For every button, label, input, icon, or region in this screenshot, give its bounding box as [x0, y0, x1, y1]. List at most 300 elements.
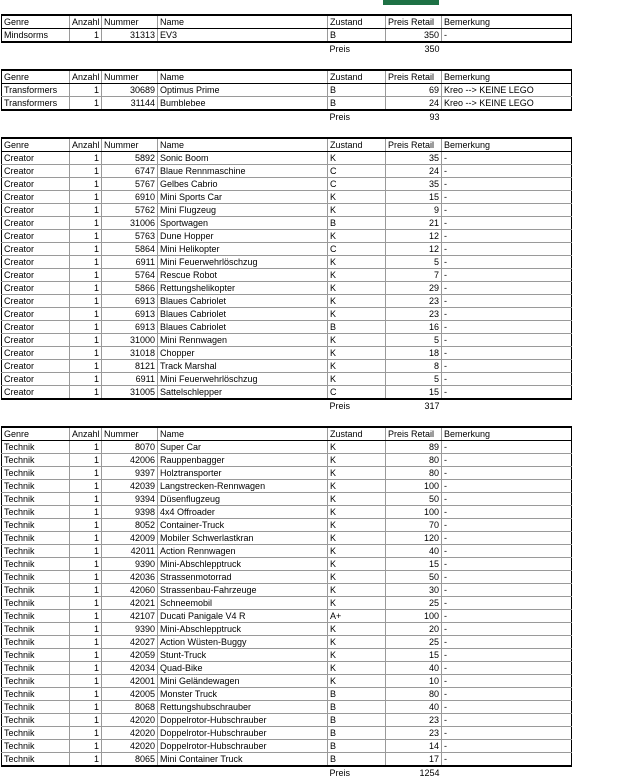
table-cell[interactable]: 9 [386, 204, 442, 217]
table-cell[interactable]: Creator [2, 191, 70, 204]
table-cell[interactable]: Technik [2, 493, 70, 506]
table-cell[interactable]: Creator [2, 217, 70, 230]
table-cell[interactable]: - [442, 373, 572, 386]
table-cell[interactable]: 6913 [102, 295, 158, 308]
table-cell[interactable]: - [442, 321, 572, 334]
table-cell[interactable]: K [328, 649, 386, 662]
column-header[interactable]: Genre [2, 70, 70, 84]
column-header[interactable]: Name [158, 70, 328, 84]
table-cell[interactable]: 6911 [102, 373, 158, 386]
table-cell[interactable]: Schneemobil [158, 597, 328, 610]
table-cell[interactable]: 80 [386, 688, 442, 701]
table-cell[interactable]: 1 [70, 753, 102, 767]
table-cell[interactable]: Strassenmotorrad [158, 571, 328, 584]
table-cell[interactable]: - [442, 532, 572, 545]
table-cell[interactable]: Creator [2, 308, 70, 321]
table-cell[interactable]: 1 [70, 373, 102, 386]
table-cell[interactable]: 23 [386, 308, 442, 321]
table-cell[interactable]: - [442, 753, 572, 767]
table-cell[interactable]: 40 [386, 545, 442, 558]
table-cell[interactable]: 30 [386, 584, 442, 597]
table-cell[interactable]: Chopper [158, 347, 328, 360]
table-cell[interactable]: 7 [386, 269, 442, 282]
table-cell[interactable]: K [328, 597, 386, 610]
table-cell[interactable]: Quad-Bike [158, 662, 328, 675]
table-cell[interactable]: A+ [328, 610, 386, 623]
column-header[interactable]: Nummer [102, 15, 158, 29]
table-cell[interactable]: 5762 [102, 204, 158, 217]
table-cell[interactable]: Creator [2, 256, 70, 269]
table-cell[interactable]: 42020 [102, 740, 158, 753]
table-cell[interactable]: Technik [2, 649, 70, 662]
table-cell[interactable]: 18 [386, 347, 442, 360]
table-cell[interactable]: K [328, 506, 386, 519]
table-cell[interactable]: Doppelrotor-Hubschrauber [158, 714, 328, 727]
table-cell[interactable]: 42020 [102, 727, 158, 740]
table-cell[interactable]: Rettungshelikopter [158, 282, 328, 295]
table-cell[interactable]: 23 [386, 727, 442, 740]
column-header[interactable]: Preis Retail [386, 15, 442, 29]
column-header[interactable]: Name [158, 15, 328, 29]
table-cell[interactable]: Creator [2, 334, 70, 347]
table-cell[interactable]: - [442, 282, 572, 295]
table-cell[interactable]: 5892 [102, 152, 158, 165]
table-cell[interactable]: 1 [70, 217, 102, 230]
table-cell[interactable]: 42107 [102, 610, 158, 623]
table-cell[interactable]: 6913 [102, 308, 158, 321]
table-cell[interactable]: 10 [386, 675, 442, 688]
table-cell[interactable]: - [442, 610, 572, 623]
table-cell[interactable]: Mindsorms [2, 29, 70, 43]
table-cell[interactable]: 31006 [102, 217, 158, 230]
table-cell[interactable]: 1 [70, 269, 102, 282]
column-header[interactable]: Anzahl [70, 70, 102, 84]
empty-cell[interactable] [2, 110, 70, 123]
total-value[interactable]: 93 [429, 111, 440, 122]
table-cell[interactable]: 5764 [102, 269, 158, 282]
table-cell[interactable]: - [442, 493, 572, 506]
table-cell[interactable]: Creator [2, 373, 70, 386]
table-cell[interactable]: Langstrecken-Rennwagen [158, 480, 328, 493]
table-cell[interactable]: K [328, 636, 386, 649]
table-cell[interactable]: - [442, 662, 572, 675]
table-cell[interactable]: Kreo --> KEINE LEGO [442, 97, 572, 111]
table-cell[interactable]: Technik [2, 584, 70, 597]
table-cell[interactable]: Kreo --> KEINE LEGO [442, 84, 572, 97]
empty-cell[interactable] [158, 42, 328, 55]
empty-cell[interactable] [442, 766, 572, 779]
table-cell[interactable]: 1 [70, 295, 102, 308]
table-cell[interactable]: 50 [386, 571, 442, 584]
table-cell[interactable]: C [328, 178, 386, 191]
table-cell[interactable]: Doppelrotor-Hubschrauber [158, 727, 328, 740]
empty-cell[interactable] [158, 766, 328, 779]
table-cell[interactable]: Bumblebee [158, 97, 328, 111]
table-cell[interactable]: 5 [386, 334, 442, 347]
table-cell[interactable]: B [328, 727, 386, 740]
table-cell[interactable]: Creator [2, 165, 70, 178]
table-cell[interactable]: 1 [70, 97, 102, 111]
table-cell[interactable]: 42020 [102, 714, 158, 727]
table-cell[interactable]: - [442, 545, 572, 558]
table-cell[interactable]: - [442, 688, 572, 701]
table-cell[interactable]: - [442, 740, 572, 753]
empty-cell[interactable] [102, 42, 158, 55]
column-header[interactable]: Anzahl [70, 138, 102, 152]
table-cell[interactable]: C [328, 165, 386, 178]
table-cell[interactable]: C [328, 243, 386, 256]
table-cell[interactable]: Dune Hopper [158, 230, 328, 243]
table-cell[interactable]: Creator [2, 243, 70, 256]
table-cell[interactable]: 1 [70, 29, 102, 43]
table-cell[interactable]: K [328, 230, 386, 243]
table-cell[interactable]: B [328, 740, 386, 753]
table-cell[interactable]: - [442, 178, 572, 191]
table-cell[interactable]: 1 [70, 84, 102, 97]
table-cell[interactable]: 24 [386, 165, 442, 178]
table-cell[interactable]: - [442, 714, 572, 727]
table-cell[interactable]: 5 [386, 256, 442, 269]
table-cell[interactable]: 1 [70, 584, 102, 597]
column-header[interactable]: Zustand [328, 427, 386, 441]
table-cell[interactable]: K [328, 558, 386, 571]
table-cell[interactable]: Rescue Robot [158, 269, 328, 282]
table-cell[interactable]: 24 [386, 97, 442, 111]
table-cell[interactable]: 1 [70, 321, 102, 334]
table-cell[interactable]: 42036 [102, 571, 158, 584]
table-cell[interactable]: 31000 [102, 334, 158, 347]
table-cell[interactable]: - [442, 480, 572, 493]
table-cell[interactable]: 30689 [102, 84, 158, 97]
table-cell[interactable]: 1 [70, 545, 102, 558]
table-cell[interactable]: Technik [2, 532, 70, 545]
table-cell[interactable]: Monster Truck [158, 688, 328, 701]
table-cell[interactable]: 1 [70, 727, 102, 740]
table-cell[interactable]: 1 [70, 519, 102, 532]
table-cell[interactable]: B [328, 701, 386, 714]
table-cell[interactable]: Track Marshal [158, 360, 328, 373]
table-cell[interactable]: Doppelrotor-Hubschrauber [158, 740, 328, 753]
column-header[interactable]: Zustand [328, 15, 386, 29]
table-cell[interactable]: Technik [2, 610, 70, 623]
table-cell[interactable]: Technik [2, 701, 70, 714]
table-cell[interactable]: K [328, 675, 386, 688]
table-cell[interactable]: K [328, 584, 386, 597]
table-cell[interactable]: - [442, 571, 572, 584]
table-cell[interactable]: Optimus Prime [158, 84, 328, 97]
table-cell[interactable]: 1 [70, 714, 102, 727]
table-cell[interactable]: 40 [386, 662, 442, 675]
total-value[interactable]: 350 [424, 43, 440, 54]
column-header[interactable]: Anzahl [70, 427, 102, 441]
column-header[interactable]: Preis Retail [386, 427, 442, 441]
table-cell[interactable]: - [442, 269, 572, 282]
total-value[interactable]: 1254 [419, 767, 440, 778]
table-cell[interactable]: 350 [386, 29, 442, 43]
column-header[interactable]: Preis Retail [386, 70, 442, 84]
column-header[interactable]: Zustand [328, 138, 386, 152]
table-cell[interactable]: Technik [2, 688, 70, 701]
table-cell[interactable]: 1 [70, 740, 102, 753]
table-cell[interactable]: 9398 [102, 506, 158, 519]
column-header[interactable]: Name [158, 427, 328, 441]
table-cell[interactable]: 5866 [102, 282, 158, 295]
table-cell[interactable]: 8 [386, 360, 442, 373]
table-cell[interactable]: - [442, 454, 572, 467]
table-cell[interactable]: K [328, 373, 386, 386]
table-cell[interactable]: - [442, 256, 572, 269]
table-cell[interactable]: - [442, 386, 572, 400]
table-cell[interactable]: Technik [2, 714, 70, 727]
table-cell[interactable]: Sattelschlepper [158, 386, 328, 400]
table-cell[interactable]: - [442, 295, 572, 308]
table-cell[interactable]: - [442, 701, 572, 714]
table-cell[interactable]: 6747 [102, 165, 158, 178]
table-cell[interactable]: 16 [386, 321, 442, 334]
table-cell[interactable]: Technik [2, 480, 70, 493]
table-cell[interactable]: 1 [70, 360, 102, 373]
table-cell[interactable]: 4x4 Offroader [158, 506, 328, 519]
table-cell[interactable]: K [328, 152, 386, 165]
table-cell[interactable]: Technik [2, 740, 70, 753]
table-cell[interactable]: 42001 [102, 675, 158, 688]
total-label[interactable]: Preis [329, 767, 351, 778]
table-cell[interactable]: - [442, 675, 572, 688]
table-cell[interactable]: K [328, 256, 386, 269]
table-cell[interactable]: EV3 [158, 29, 328, 43]
table-cell[interactable]: Technik [2, 636, 70, 649]
table-cell[interactable]: 1 [70, 571, 102, 584]
table-cell[interactable]: K [328, 545, 386, 558]
table-cell[interactable]: 25 [386, 636, 442, 649]
table-cell[interactable]: Mini-Abschlepptruck [158, 623, 328, 636]
table-cell[interactable]: Technik [2, 727, 70, 740]
table-cell[interactable]: 9390 [102, 558, 158, 571]
table-cell[interactable]: 1 [70, 480, 102, 493]
table-cell[interactable]: Technik [2, 506, 70, 519]
table-cell[interactable]: Creator [2, 269, 70, 282]
table-cell[interactable]: 9397 [102, 467, 158, 480]
table-cell[interactable]: K [328, 662, 386, 675]
empty-cell[interactable] [442, 42, 572, 55]
table-cell[interactable]: Mini Container Truck [158, 753, 328, 767]
table-cell[interactable]: K [328, 480, 386, 493]
table-cell[interactable]: 5 [386, 373, 442, 386]
column-header[interactable]: Genre [2, 138, 70, 152]
table-cell[interactable]: K [328, 269, 386, 282]
column-header[interactable]: Bemerkung [442, 138, 572, 152]
table-cell[interactable]: Gelbes Cabrio [158, 178, 328, 191]
table-cell[interactable]: 70 [386, 519, 442, 532]
table-cell[interactable]: 1 [70, 152, 102, 165]
table-cell[interactable]: 1 [70, 334, 102, 347]
table-cell[interactable]: Blaue Rennmaschine [158, 165, 328, 178]
table-cell[interactable]: Technik [2, 558, 70, 571]
table-cell[interactable]: Creator [2, 204, 70, 217]
empty-cell[interactable] [70, 399, 102, 412]
table-cell[interactable]: Creator [2, 321, 70, 334]
table-cell[interactable]: Action Rennwagen [158, 545, 328, 558]
table-cell[interactable]: 8065 [102, 753, 158, 767]
table-cell[interactable]: Transformers [2, 84, 70, 97]
table-cell[interactable]: 42027 [102, 636, 158, 649]
column-header[interactable]: Genre [2, 15, 70, 29]
table-cell[interactable]: - [442, 165, 572, 178]
empty-cell[interactable] [2, 766, 70, 779]
table-cell[interactable]: 1 [70, 467, 102, 480]
table-cell[interactable]: 1 [70, 347, 102, 360]
table-cell[interactable]: Stunt-Truck [158, 649, 328, 662]
table-cell[interactable]: 21 [386, 217, 442, 230]
table-cell[interactable]: Technik [2, 662, 70, 675]
table-cell[interactable]: B [328, 753, 386, 767]
table-cell[interactable]: 15 [386, 386, 442, 400]
table-cell[interactable]: 20 [386, 623, 442, 636]
table-cell[interactable]: K [328, 334, 386, 347]
table-cell[interactable]: Mini-Abschlepptruck [158, 558, 328, 571]
table-cell[interactable]: 1 [70, 441, 102, 454]
table-cell[interactable]: 42060 [102, 584, 158, 597]
table-cell[interactable]: Creator [2, 347, 70, 360]
table-cell[interactable]: Transformers [2, 97, 70, 111]
table-cell[interactable]: Technik [2, 623, 70, 636]
empty-cell[interactable] [102, 110, 158, 123]
table-cell[interactable]: 6913 [102, 321, 158, 334]
table-cell[interactable]: Creator [2, 178, 70, 191]
table-cell[interactable]: - [442, 204, 572, 217]
table-cell[interactable]: C [328, 386, 386, 400]
table-cell[interactable]: Mini Sports Car [158, 191, 328, 204]
table-cell[interactable]: Ducati Panigale V4 R [158, 610, 328, 623]
table-cell[interactable]: 80 [386, 467, 442, 480]
table-cell[interactable]: K [328, 454, 386, 467]
table-cell[interactable]: Technik [2, 571, 70, 584]
table-cell[interactable]: 42005 [102, 688, 158, 701]
table-cell[interactable]: 23 [386, 714, 442, 727]
table-cell[interactable]: Mini Feuerwehrlöschzug [158, 373, 328, 386]
table-cell[interactable]: - [442, 519, 572, 532]
table-cell[interactable]: Creator [2, 386, 70, 400]
table-cell[interactable]: 42006 [102, 454, 158, 467]
table-cell[interactable]: 8068 [102, 701, 158, 714]
table-cell[interactable]: Düsenflugzeug [158, 493, 328, 506]
table-cell[interactable]: - [442, 649, 572, 662]
table-cell[interactable]: 15 [386, 649, 442, 662]
table-cell[interactable]: Creator [2, 295, 70, 308]
table-cell[interactable]: 1 [70, 454, 102, 467]
table-cell[interactable]: K [328, 295, 386, 308]
table-cell[interactable]: Technik [2, 545, 70, 558]
column-header[interactable]: Bemerkung [442, 427, 572, 441]
table-cell[interactable]: - [442, 558, 572, 571]
table-cell[interactable]: 35 [386, 152, 442, 165]
total-label[interactable]: Preis [329, 43, 351, 54]
table-cell[interactable]: 8070 [102, 441, 158, 454]
table-cell[interactable]: 9390 [102, 623, 158, 636]
table-cell[interactable]: Mini Flugzeug [158, 204, 328, 217]
table-cell[interactable]: K [328, 347, 386, 360]
table-cell[interactable]: Technik [2, 519, 70, 532]
table-cell[interactable]: 31144 [102, 97, 158, 111]
table-cell[interactable]: 42009 [102, 532, 158, 545]
column-header[interactable]: Anzahl [70, 15, 102, 29]
table-cell[interactable]: 31005 [102, 386, 158, 400]
table-cell[interactable]: 9394 [102, 493, 158, 506]
table-cell[interactable]: Mini Helikopter [158, 243, 328, 256]
empty-cell[interactable] [70, 42, 102, 55]
table-cell[interactable]: 17 [386, 753, 442, 767]
table-cell[interactable]: B [328, 321, 386, 334]
column-header[interactable]: Name [158, 138, 328, 152]
table-cell[interactable]: 1 [70, 493, 102, 506]
table-cell[interactable]: K [328, 519, 386, 532]
table-cell[interactable]: Holztransporter [158, 467, 328, 480]
table-cell[interactable]: 6910 [102, 191, 158, 204]
table-cell[interactable]: 8121 [102, 360, 158, 373]
table-cell[interactable]: Creator [2, 152, 70, 165]
empty-cell[interactable] [70, 110, 102, 123]
column-header[interactable]: Nummer [102, 70, 158, 84]
empty-cell[interactable] [158, 110, 328, 123]
table-cell[interactable]: 29 [386, 282, 442, 295]
table-cell[interactable]: - [442, 584, 572, 597]
table-cell[interactable]: B [328, 714, 386, 727]
column-header[interactable]: Bemerkung [442, 70, 572, 84]
table-cell[interactable]: K [328, 467, 386, 480]
table-cell[interactable]: 69 [386, 84, 442, 97]
table-cell[interactable]: 50 [386, 493, 442, 506]
table-cell[interactable]: 42011 [102, 545, 158, 558]
table-cell[interactable]: K [328, 308, 386, 321]
table-cell[interactable]: Rauppenbagger [158, 454, 328, 467]
table-cell[interactable]: 31313 [102, 29, 158, 43]
table-cell[interactable]: 5767 [102, 178, 158, 191]
table-cell[interactable]: 14 [386, 740, 442, 753]
table-cell[interactable]: 1 [70, 256, 102, 269]
table-cell[interactable]: B [328, 84, 386, 97]
table-cell[interactable]: Technik [2, 467, 70, 480]
table-cell[interactable]: 100 [386, 480, 442, 493]
table-cell[interactable]: 31018 [102, 347, 158, 360]
table-cell[interactable]: Blaues Cabriolet [158, 321, 328, 334]
column-header[interactable]: Nummer [102, 427, 158, 441]
table-cell[interactable]: 1 [70, 597, 102, 610]
table-cell[interactable]: - [442, 441, 572, 454]
table-cell[interactable]: 1 [70, 610, 102, 623]
table-cell[interactable]: 100 [386, 506, 442, 519]
table-cell[interactable]: 1 [70, 191, 102, 204]
empty-cell[interactable] [70, 766, 102, 779]
table-cell[interactable]: 15 [386, 558, 442, 571]
total-label[interactable]: Preis [329, 111, 351, 122]
table-cell[interactable]: 120 [386, 532, 442, 545]
table-cell[interactable]: 1 [70, 243, 102, 256]
table-cell[interactable]: Creator [2, 360, 70, 373]
table-cell[interactable]: B [328, 217, 386, 230]
table-cell[interactable]: - [442, 360, 572, 373]
table-cell[interactable]: - [442, 217, 572, 230]
table-cell[interactable]: - [442, 506, 572, 519]
table-cell[interactable]: - [442, 308, 572, 321]
table-cell[interactable]: Creator [2, 282, 70, 295]
column-header[interactable]: Nummer [102, 138, 158, 152]
table-cell[interactable]: K [328, 191, 386, 204]
empty-cell[interactable] [442, 399, 572, 412]
table-cell[interactable]: Action Wüsten-Buggy [158, 636, 328, 649]
table-cell[interactable]: K [328, 623, 386, 636]
table-cell[interactable]: - [442, 727, 572, 740]
table-cell[interactable]: Strassenbau-Fahrzeuge [158, 584, 328, 597]
